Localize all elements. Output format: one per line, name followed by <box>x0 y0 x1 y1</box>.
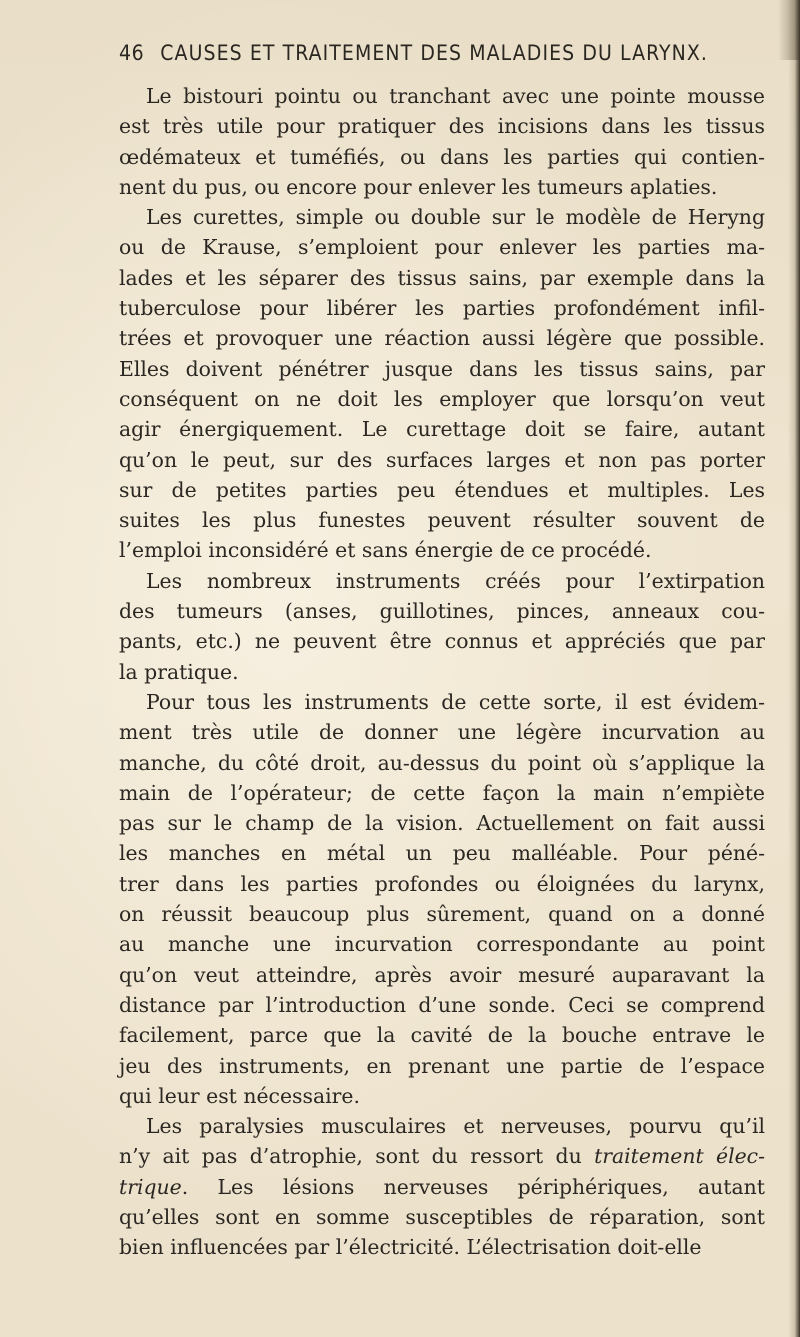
text-line: qu’on le peut, sur des surfaces larges et non pas porter <box>119 447 765 472</box>
paragraph <box>119 81 765 202</box>
running-head: CAUSES ET TRAITEMENT DES MALADIES DU LARYNX. <box>160 41 709 65</box>
text-line: Les paralysies musculaires et nerveuses, pourvu qu’il <box>146 1114 765 1139</box>
text-line: qu’on veut atteindre, après avoir mesuré auparavant la <box>119 962 765 987</box>
paragraph <box>119 566 765 687</box>
text-line: des tumeurs (anses, guillotines, pinces, anneaux cou- <box>119 599 765 624</box>
text-line: Les nombreux instruments créés pour l’extirpation <box>146 568 765 593</box>
text-line: ou de Krause, s’emploient pour enlever les parties ma- <box>119 235 765 260</box>
page-header <box>119 41 759 65</box>
italic-text: trique <box>119 1174 182 1199</box>
text-line: pas sur le champ de la vision. Actuellement on fait aussi <box>119 811 765 836</box>
page-number: 46 <box>119 41 145 65</box>
text-line: sur de petites parties peu étendues et multiples. Les <box>119 477 765 502</box>
text-line: conséquent on ne doit les employer que lorsqu’on veut <box>119 386 765 411</box>
text-line: on réussit beaucoup plus sûrement, quand on a donné <box>119 902 765 927</box>
text-line: Pour tous les instruments de cette sorte, il est évidem- <box>146 689 765 714</box>
paragraph <box>119 1111 765 1262</box>
text-line: manche, du côté droit, au-dessus du point où s’applique la <box>119 750 765 775</box>
text-line: Le bistouri pointu ou tranchant avec une pointe mousse <box>146 84 765 108</box>
page-binding-edge <box>788 0 800 1337</box>
text-line: agir énergiquement. Le curettage doit se faire, autant <box>119 417 765 442</box>
text-line: est très utile pour pratiquer des incisions dans les tissus <box>119 114 765 139</box>
paragraph <box>119 202 765 566</box>
text-line: la pratique. <box>119 659 239 684</box>
text-line: jeu des instruments, en prenant une partie de l’espace <box>119 1053 765 1078</box>
text-line: n’y ait pas d’atrophie, sont du ressort du traitement élec- <box>119 1144 765 1169</box>
text-line: trer dans les parties profondes ou éloignées du larynx, <box>119 871 765 896</box>
text-line: trique. Les lésions nerveuses périphériques, autant <box>119 1174 765 1199</box>
body-text <box>119 81 765 1263</box>
text-line: bien influencées par l’électricité. L’électrisation doit-elle <box>119 1235 702 1260</box>
text-line: lades et les séparer des tissus sains, par exemple dans la <box>119 265 765 290</box>
text-line: qu’elles sont en somme susceptibles de réparation, sont <box>119 1204 765 1229</box>
text-line: trées et provoquer une réaction aussi légère que possible. <box>119 326 765 351</box>
text-line: main de l’opérateur; de cette façon la main n’empiète <box>119 780 765 805</box>
paragraph <box>119 687 765 1111</box>
text-line: les manches en métal un peu malléable. Pour péné- <box>119 841 765 866</box>
text-line: pants, etc.) ne peuvent être connus et appréciés que par <box>119 629 765 654</box>
text-line: tuberculose pour libérer les parties profondément infil- <box>119 296 765 321</box>
text-line: facilement, parce que la cavité de la bouche entrave le <box>119 1023 765 1048</box>
italic-text: traitement élec- <box>594 1144 765 1169</box>
text-line: distance par l’introduction d’une sonde. Ceci se comprend <box>119 992 765 1017</box>
text-line: Elles doivent pénétrer jusque dans les tissus sains, par <box>119 356 765 381</box>
text-line: au manche une incurvation correspondante au point <box>119 932 765 957</box>
text-line: ment très utile de donner une légère incurvation au <box>119 720 765 745</box>
text-line: qui leur est nécessaire. <box>119 1083 360 1108</box>
text-line: suites les plus funestes peuvent résulter souvent de <box>119 508 765 533</box>
text-line: l’emploi inconsidéré et sans énergie de ce procédé. <box>119 538 652 563</box>
text-line: nent du pus, ou encore pour enlever les tumeurs aplaties. <box>119 174 718 199</box>
text-line: œdémateux et tuméfiés, ou dans les parties qui contien- <box>119 144 765 169</box>
text-line: Les curettes, simple ou double sur le modèle de Heryng <box>146 205 765 230</box>
